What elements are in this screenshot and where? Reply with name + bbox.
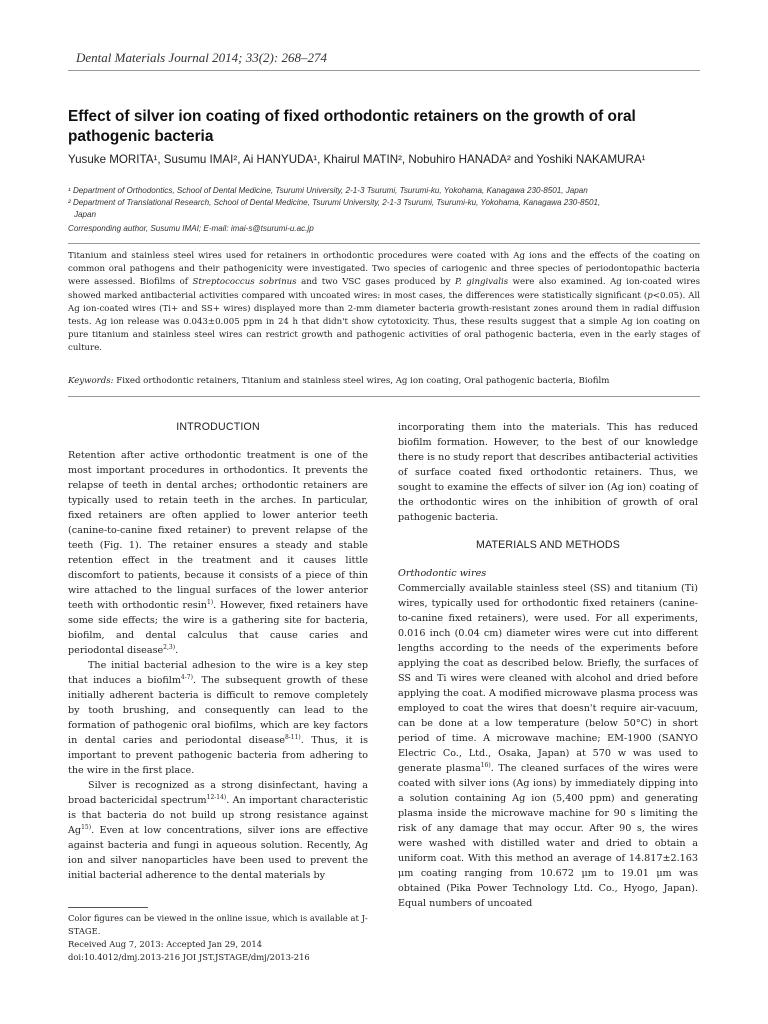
paragraph: incorporating them into the materials. This has reduced biofilm formation. However, to the best of our knowledge there is no study report that describes antibacterial activities of surface coated fixed orthodontic retainers. Thus, we sought to examine the effects of silver ion (Ag ion) coating of the orthodontic wires on the inhibition of growth of oral pathogenic bacteria. bbox=[398, 422, 698, 523]
paragraph-text: . However, fixed retainers have some side effects; the wire is a gathering site for bacteria, biofilm, and dental calculus that cause caries and periodontal disease bbox=[68, 600, 368, 656]
corresponding-author: Corresponding author, Susumu IMAI; E-mail: imai-s@tsurumi-u.ac.jp bbox=[68, 224, 314, 233]
citation-ref: 15) bbox=[81, 824, 92, 831]
abstract-text: were also examined. Ag ion-coated wires showed marked antibacterial activities compared with uncoated wires: in most cases, the differences were statistically significant ( bbox=[68, 277, 700, 301]
paragraph-text: . Even at low concentrations, silver ions are effective against bacteria and fungi in aqueous solution. Recently, Ag ion and silver nanoparticles have been used to prevent the initial bacterial adherence to the dental materials by bbox=[68, 825, 368, 881]
footnote bbox=[68, 912, 368, 964]
citation-ref: 16) bbox=[480, 762, 491, 769]
paragraph-text: The initial bacterial adhesion to the wire is a key step that induces a biofilm bbox=[68, 660, 368, 686]
paragraph-text: . An important characteristic is that bacteria do not build up strong resistance against Ag bbox=[68, 795, 368, 836]
abstract-text: Titanium and stainless steel wires used for retainers in orthodontic procedures were coated with Ag ions and the effects of the coating on common oral pathogens and their pathogenicity were investigated. Two species of cariogenic and three species of periodontopathic bacteria were assessed. Biofilms of bbox=[68, 251, 700, 288]
keywords bbox=[68, 376, 708, 386]
abstract-bottom-rule bbox=[68, 396, 700, 397]
affiliation-2: ² Department of Translational Research, School of Dental Medicine, Tsurumi University, 2-1-3 Tsurumi, Tsurumi-ku, Yokohama, Kanagawa 230-8501, bbox=[68, 198, 601, 207]
keywords-text: Fixed orthodontic retainers, Titanium and stainless steel wires, Ag ion coating, Oral pathogenic bacteria, Biofilm bbox=[113, 376, 610, 386]
paragraph-text: . bbox=[175, 645, 179, 656]
paper-title: Effect of silver ion coating of fixed orthodontic retainers on the growth of oral pathogenic bacteria bbox=[68, 108, 636, 145]
citation-ref: 8-11) bbox=[284, 734, 301, 741]
author-list: Yusuke MORITA¹, Susumu IMAI², Ai HANYUDA¹, Khairul MATIN², Nobuhiro HANADA² and Yoshiki NAKAMURA¹ bbox=[68, 153, 646, 166]
paragraph-text: Silver is recognized as a strong disinfectant, having a broad bactericidal spectrum bbox=[68, 780, 368, 806]
paragraph-text: . The cleaned surfaces of the wires were coated with silver ions (Ag ions) by immediately dipping into a solution containing Ag ion (5,400 ppm) and generating plasma inside the microwave machine for 90 s limiting the risk of any damage that may occur. After 90 s, the wires were washed with distilled water and dried to obtain a uniform coat. With this method an average of 14.817±2.163 μm coating ranging from 10.672 μm to 19.01 μm was obtained (Pika Power Technology Ltd. Co., Hyogo, Japan). Equal numbers of uncoated bbox=[398, 763, 698, 909]
section-heading-materials-methods: MATERIALS AND METHODS bbox=[475, 539, 621, 551]
citation-ref: 4-7) bbox=[180, 674, 193, 681]
abstract-text: <0.05). All Ag ion-coated wires (Ti+ and SS+ wires) displayed more than 2-mm diameter bacteria growth-resistant zones around them in radial diffusion tests. Ag ion release was 0.043±0.005 ppm in 24 h that didn't show cytotoxicity. Thus, these results suggest that a simple Ag ion coating on pure titanium and stainless steel wires can restrict growth and pathogenic activities of oral pathogenic bacteria, even in the early stages of culture. bbox=[68, 290, 700, 354]
doi: doi:10.4012/dmj.2013-216 JOI JST.JSTAGE/dmj/2013-216 bbox=[68, 952, 310, 962]
affiliation-1: ¹ Department of Orthodontics, School of Dental Medicine, Tsurumi University, 2-1-3 Tsurumi, Tsurumi-ku, Yokohama, Kanagawa 230-8501, Japan bbox=[68, 186, 588, 195]
journal-citation: Dental Materials Journal 2014; 33(2): 268–274 bbox=[76, 50, 327, 65]
received-dates: Received Aug 7, 2013: Accepted Jan 29, 2014 bbox=[68, 939, 263, 949]
subsection-heading: Orthodontic wires bbox=[398, 568, 487, 579]
paragraph bbox=[68, 658, 368, 778]
citation-ref: 12-14) bbox=[206, 794, 227, 801]
paragraph bbox=[68, 778, 368, 883]
section-heading-introduction: INTRODUCTION bbox=[176, 421, 260, 433]
header-rule bbox=[68, 70, 700, 71]
paragraph-text: . Thus, it is important to prevent pathogenic bacteria from adhering to the wire in the first place. bbox=[68, 735, 369, 776]
footnote-rule bbox=[68, 907, 148, 908]
citation-ref: 2,3) bbox=[163, 644, 176, 651]
paragraph bbox=[68, 448, 368, 658]
abstract bbox=[68, 250, 700, 356]
paragraph-text: . The subsequent growth of these initially adherent bacteria is difficult to remove completely by tooth brushing, and consequently can lead to the formation of pathogenic oral biofilms, which are key factors in dental caries and periodontal disease bbox=[68, 675, 368, 746]
p-value-symbol: p bbox=[647, 290, 653, 301]
citation-ref: 1) bbox=[206, 599, 214, 606]
paragraph bbox=[398, 581, 698, 911]
affiliation-2-continued: Japan bbox=[74, 210, 97, 219]
right-column bbox=[398, 420, 698, 911]
organism-name: P. gingivalis bbox=[454, 277, 509, 288]
color-figures-note: Color figures can be viewed in the online issue, which is available at J-STAGE. bbox=[68, 913, 368, 936]
organism-name: Streptococcus sobrinus bbox=[192, 277, 297, 288]
affiliations bbox=[68, 185, 703, 235]
paragraph-text: Commercially available stainless steel (SS) and titanium (Ti) wires, typically used for orthodontic fixed retainers (canine-to-canine fixed retainers), were used. For all experiments, 0.016 inch (0.04 cm) diameter wires were cut into different lengths according to the needs of the experiments before applying the coat as described below. Briefly, the surfaces of SS and Ti wires were cleaned with alcohol and dried before applying the coat. A modified microwave plasma process was employed to coat the wires that doesn't require air-vacuum, can be done at a low temperature (below 50°C) in short period of time. A microwave machine; EM-1900 (SANYO Electric Co., Ltd., Osaka, Japan) at 570 w was used to generate plasma bbox=[398, 583, 698, 774]
abstract-top-rule bbox=[68, 243, 700, 244]
paragraph-text: Retention after active orthodontic treatment is one of the most important procedures in orthodontics. It prevents the relapse of teeth in dental arches; orthodontic retainers are typically used to retain teeth in the arches. In particular, fixed retainers are often applied to lower anterior teeth (canine-to-canine fixed retainer) to prevent relapse of the teeth (Fig. 1). The retainer ensures a steady and stable retention effect in the treatment and it causes little discomfort to patients, because it consists of a piece of thin wire attached to the lingual surfaces of the lower anterior teeth with orthodontic resin bbox=[68, 450, 368, 611]
keywords-label: Keywords: bbox=[68, 376, 114, 386]
abstract-text: and two VSC gases produced by bbox=[296, 277, 455, 288]
left-column bbox=[68, 420, 368, 883]
